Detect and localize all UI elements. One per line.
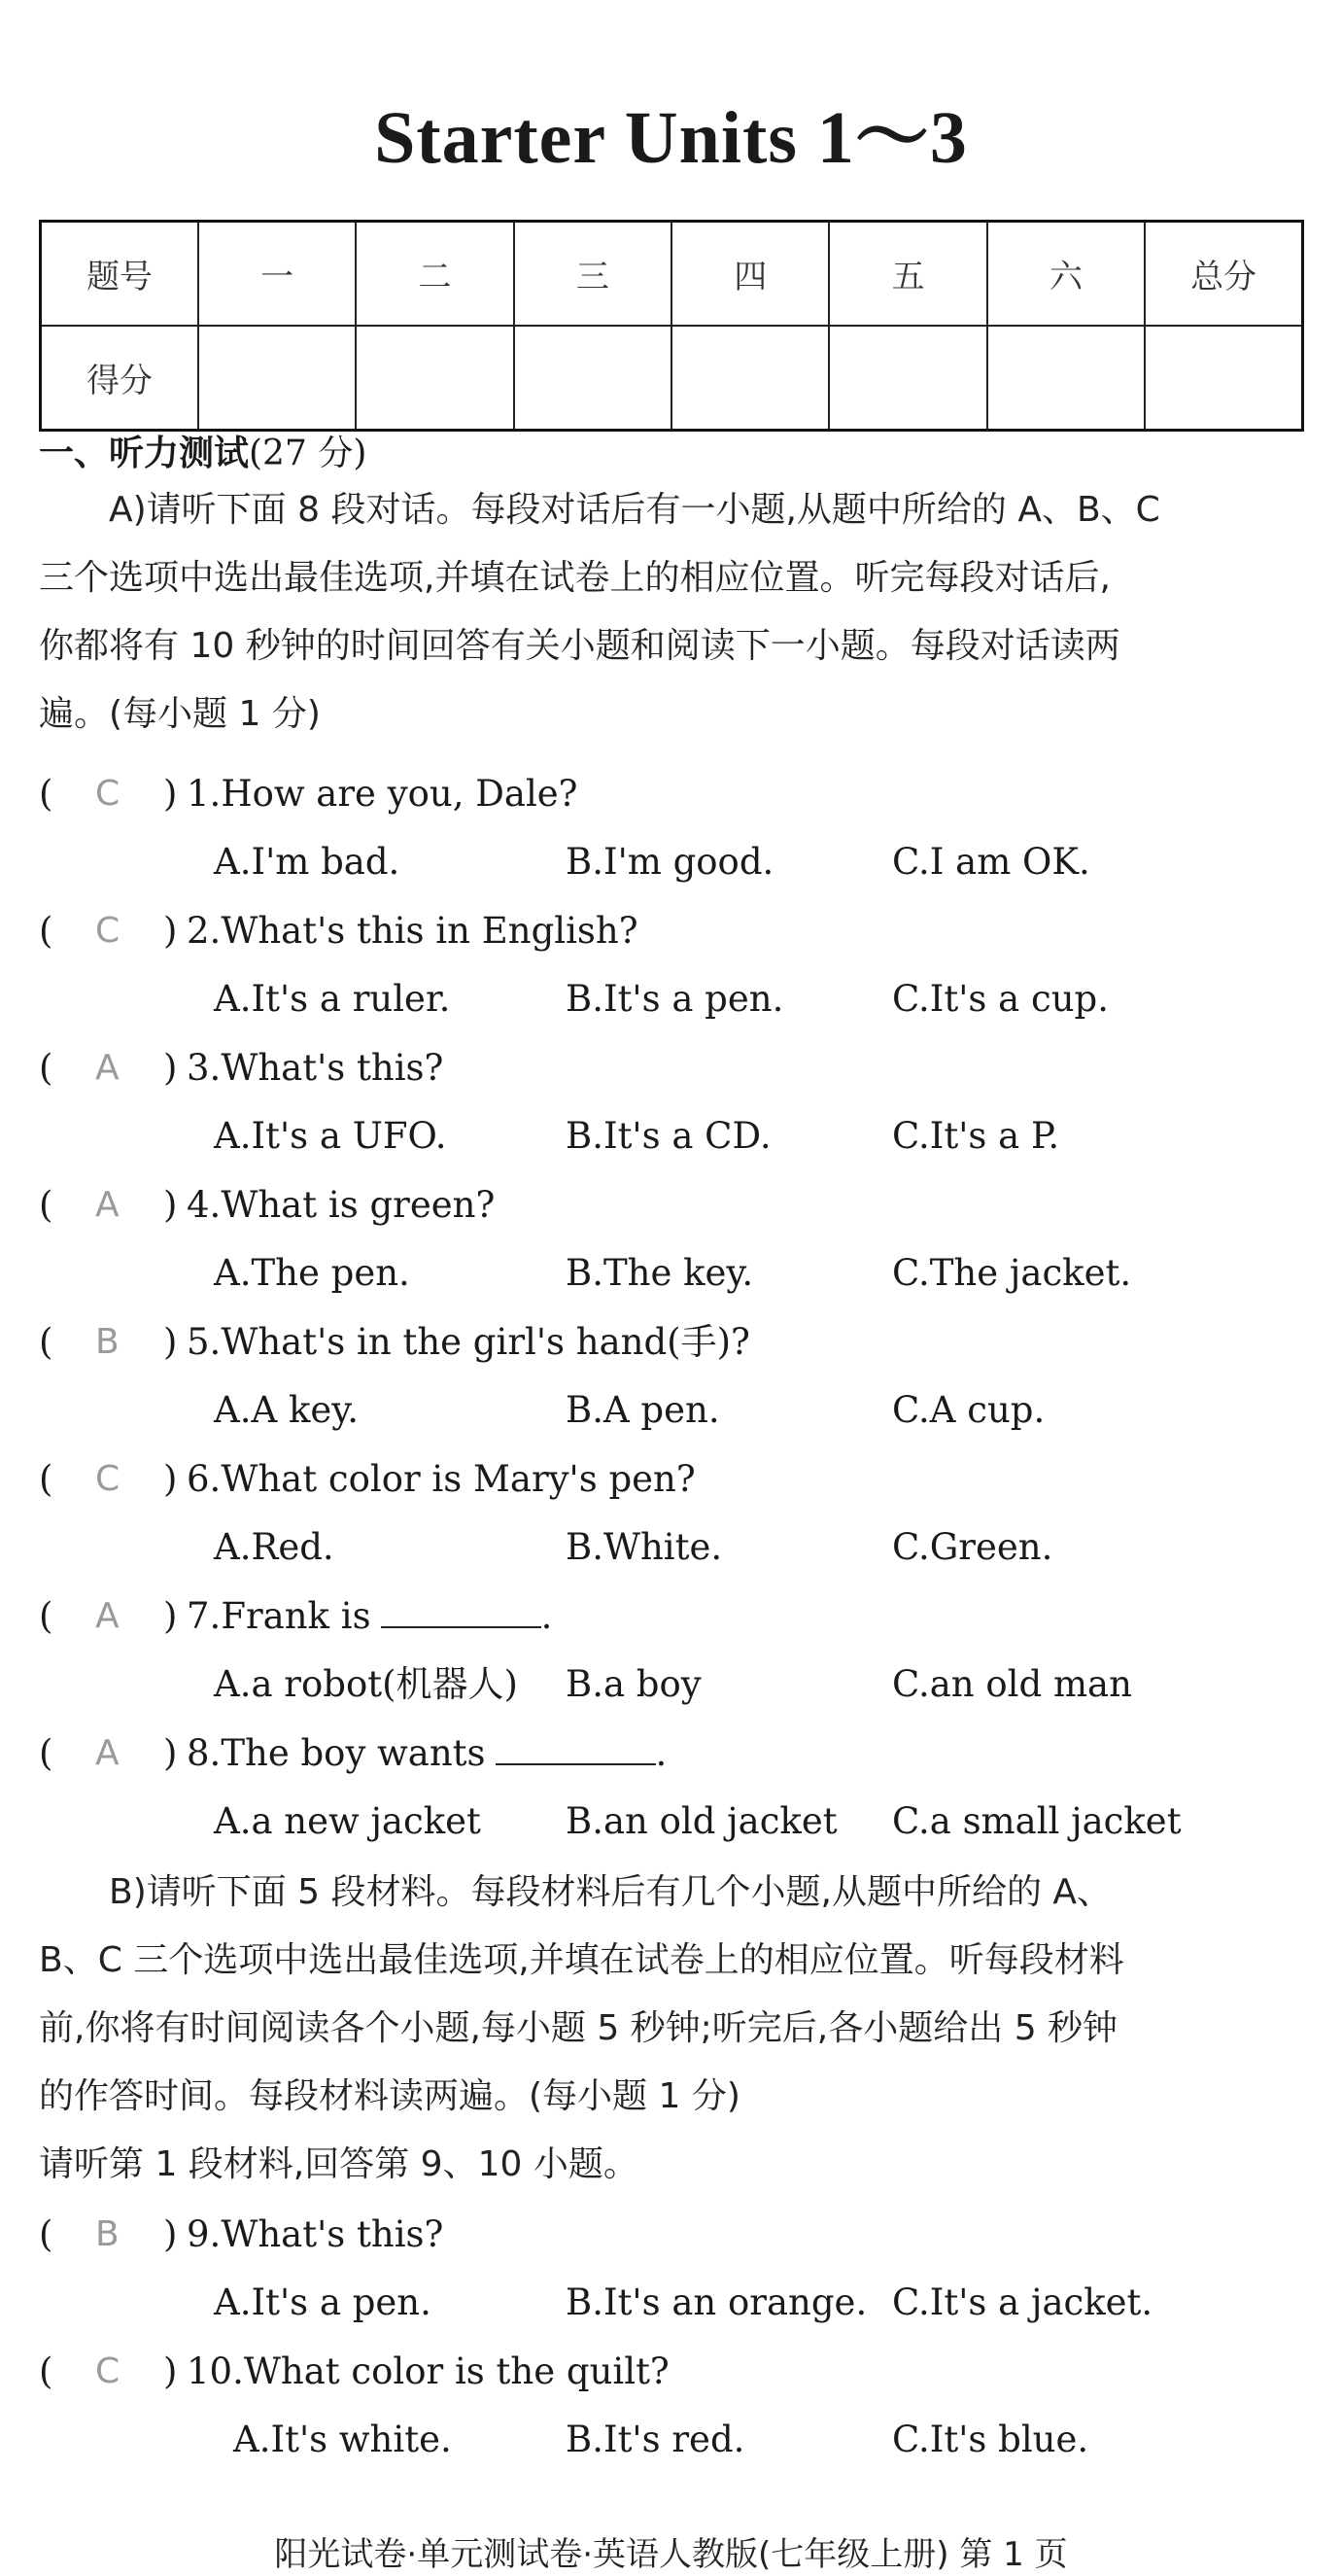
score-cell[interactable] — [514, 326, 671, 431]
answer-blank[interactable] — [496, 1724, 656, 1765]
question-text — [187, 2201, 443, 2269]
question-stem: What color is the quilt? — [243, 2350, 670, 2392]
answer-mark[interactable]: C — [95, 911, 120, 951]
question-text — [187, 1171, 495, 1239]
answer-paren-open: ( — [39, 2350, 53, 2392]
section-heading — [39, 426, 366, 475]
section-heading-text: 一、听力测试 — [39, 434, 250, 473]
score-cell[interactable] — [829, 326, 986, 431]
answer-paren-open: ( — [39, 910, 53, 952]
option-b: B.A pen. — [566, 1389, 720, 1431]
part-b-instructions — [39, 1859, 1304, 2199]
score-table-header-row — [41, 222, 1303, 327]
option-c: C.It's a cup. — [892, 978, 1109, 1020]
option-c: C.an old man — [892, 1663, 1132, 1705]
question-options — [214, 1788, 1302, 1856]
question-item — [39, 1720, 1304, 1788]
question-text — [187, 1445, 696, 1514]
option-b: B.It's an orange. — [566, 2281, 868, 2323]
option-b: B.The key. — [566, 1252, 754, 1294]
option-a: A.It's a UFO. — [214, 1115, 447, 1157]
option-c: C.It's blue. — [892, 2419, 1089, 2460]
score-table-score-row — [41, 326, 1303, 431]
answer-paren-close: ) — [163, 1595, 178, 1637]
page-footer: 阳光试卷·单元测试卷·英语人教版(七年级上册) 第 1 页 — [274, 2535, 1068, 2574]
instruction-line: 遍。(每小题 1 分) — [39, 694, 321, 734]
instruction-line: 的作答时间。每段材料读两遍。(每小题 1 分) — [39, 2076, 740, 2116]
answer-paren-open: ( — [39, 1595, 53, 1637]
question-options — [214, 828, 1302, 896]
answer-paren-close: ) — [163, 1458, 178, 1500]
answer-paren-open: ( — [39, 2213, 53, 2255]
option-b: B.I'm good. — [566, 841, 774, 883]
option-a: A.a robot(机器人) — [214, 1663, 518, 1705]
answer-mark[interactable]: C — [95, 2351, 120, 2391]
score-header-cell: 总分 — [1145, 222, 1302, 327]
option-c: C.A cup. — [892, 1389, 1046, 1431]
question-number: 4. — [187, 1184, 222, 1226]
question-text — [187, 897, 638, 965]
question-stem: What's this? — [221, 2213, 444, 2255]
answer-paren-close: ) — [163, 1732, 178, 1774]
score-header-cell: 四 — [671, 222, 829, 327]
question-number: 5. — [187, 1321, 222, 1363]
answer-paren-close: ) — [163, 773, 178, 815]
option-b: B.It's red. — [566, 2419, 745, 2460]
score-cell[interactable] — [987, 326, 1145, 431]
score-header-cell: 三 — [514, 222, 671, 327]
option-a: A.The pen. — [214, 1252, 410, 1294]
question-options — [214, 965, 1302, 1033]
question-stem: What's this? — [221, 1047, 444, 1089]
question-options — [214, 1102, 1302, 1170]
answer-paren-open: ( — [39, 1732, 53, 1774]
question-item — [39, 1583, 1304, 1651]
answer-paren-open: ( — [39, 1458, 53, 1500]
option-a: A.a new jacket — [214, 1800, 481, 1842]
page-title: Starter Units 1～3 — [374, 97, 968, 179]
answer-paren-open: ( — [39, 1321, 53, 1363]
score-cell[interactable] — [356, 326, 513, 431]
answer-mark[interactable]: C — [95, 1459, 120, 1499]
question-options — [233, 2406, 1322, 2474]
question-item — [39, 897, 1304, 965]
question-options — [214, 1376, 1302, 1445]
question-stem: What is green? — [221, 1184, 496, 1226]
answer-paren-open: ( — [39, 1047, 53, 1089]
answer-paren-open: ( — [39, 773, 53, 815]
score-header-cell: 一 — [198, 222, 356, 327]
answer-mark[interactable]: A — [95, 1596, 120, 1636]
question-number: 3. — [187, 1047, 222, 1089]
instruction-line: B)请听下面 5 段材料。每段材料后有几个小题,从题中所给的 A、 — [109, 1872, 1113, 1912]
question-options — [214, 1514, 1302, 1582]
instruction-line: B、C 三个选项中选出最佳选项,并填在试卷上的相应位置。听每段材料 — [39, 1940, 1124, 1980]
question-text: 7.Frank is . — [187, 1583, 552, 1651]
option-a: A.It's a pen. — [214, 2281, 431, 2323]
score-header-cell: 六 — [987, 222, 1145, 327]
part-a-instructions — [39, 476, 1304, 748]
question-text — [187, 1308, 750, 1376]
question-item — [39, 1445, 1304, 1514]
answer-mark[interactable]: A — [95, 1048, 120, 1088]
option-b: B.a boy — [566, 1663, 702, 1705]
instruction-note: 请听第 1 段材料,回答第 9、10 小题。 — [39, 2144, 638, 2184]
instruction-line: 前,你将有时间阅读各个小题,每小题 5 秒钟;听完后,各小题给出 5 秒钟 — [39, 2008, 1118, 2048]
answer-paren-close: ) — [163, 2213, 178, 2255]
question-stem: Frank is — [221, 1595, 371, 1637]
option-b: B.It's a CD. — [566, 1115, 772, 1157]
score-table — [39, 220, 1304, 432]
score-header-cell: 题号 — [41, 222, 198, 327]
option-a: A.It's a ruler. — [214, 978, 451, 1020]
question-number: 7. — [187, 1595, 222, 1637]
question-text — [187, 2338, 670, 2406]
score-cell[interactable] — [198, 326, 356, 431]
question-item — [39, 2338, 1304, 2406]
option-a: A.Red. — [214, 1526, 334, 1568]
option-b: B.White. — [566, 1526, 723, 1568]
answer-paren-close: ) — [163, 1184, 178, 1226]
question-stem: The boy wants — [221, 1732, 486, 1774]
question-item — [39, 1308, 1304, 1376]
answer-mark[interactable]: C — [95, 774, 120, 814]
score-cell[interactable] — [671, 326, 829, 431]
answer-mark[interactable]: A — [95, 1733, 120, 1773]
answer-paren-close: ) — [163, 910, 178, 952]
option-b: B.It's a pen. — [566, 978, 784, 1020]
option-c: C.It's a P. — [892, 1115, 1060, 1157]
score-row-label: 得分 — [41, 326, 198, 431]
score-header-cell: 五 — [829, 222, 986, 327]
answer-mark[interactable]: B — [95, 1322, 120, 1362]
option-b: B.an old jacket — [566, 1800, 838, 1842]
question-text — [187, 760, 578, 828]
question-item — [39, 760, 1304, 828]
answer-mark[interactable]: A — [95, 1185, 120, 1225]
option-c: C.I am OK. — [892, 841, 1090, 883]
question-item — [39, 2201, 1304, 2269]
answer-paren-close: ) — [163, 1321, 178, 1363]
question-options — [214, 1651, 1302, 1719]
question-text — [187, 1034, 443, 1102]
option-c: C.The jacket. — [892, 1252, 1132, 1294]
question-item — [39, 1034, 1304, 1102]
question-text: 8.The boy wants . — [187, 1720, 667, 1788]
answer-paren-close: ) — [163, 2350, 178, 2392]
question-stem: What's this in English? — [221, 910, 638, 952]
question-number: 2. — [187, 910, 222, 952]
section-points: (27 分) — [249, 434, 367, 473]
answer-paren-open: ( — [39, 1184, 53, 1226]
option-c: C.a small jacket — [892, 1800, 1182, 1842]
option-a: A.A key. — [214, 1389, 360, 1431]
score-header-cell: 二 — [356, 222, 513, 327]
instruction-line: 三个选项中选出最佳选项,并填在试卷上的相应位置。听完每段对话后, — [39, 558, 1111, 598]
answer-paren-close: ) — [163, 1047, 178, 1089]
option-a: A.I'm bad. — [214, 841, 400, 883]
question-number: 8. — [187, 1732, 222, 1774]
answer-blank[interactable] — [381, 1587, 541, 1628]
question-item — [39, 1171, 1304, 1239]
question-stem: How are you, Dale? — [221, 773, 578, 815]
option-c: C.It's a jacket. — [892, 2281, 1153, 2323]
option-c: C.Green. — [892, 1526, 1053, 1568]
question-number: 10. — [187, 2350, 244, 2392]
question-options — [214, 2269, 1302, 2337]
answer-mark[interactable]: B — [95, 2214, 120, 2254]
score-cell[interactable] — [1145, 326, 1302, 431]
question-stem: What's in the girl's hand(手)? — [221, 1321, 750, 1363]
instruction-line: 你都将有 10 秒钟的时间回答有关小题和阅读下一小题。每段对话读两 — [39, 626, 1120, 666]
option-a: A.It's white. — [233, 2419, 452, 2460]
question-stem: What color is Mary's pen? — [221, 1458, 696, 1500]
instruction-line: A)请听下面 8 段对话。每段对话后有一小题,从题中所给的 A、B、C — [109, 490, 1160, 530]
question-number: 6. — [187, 1458, 222, 1500]
question-options — [214, 1239, 1302, 1307]
question-number: 1. — [187, 773, 222, 815]
question-number: 9. — [187, 2213, 222, 2255]
